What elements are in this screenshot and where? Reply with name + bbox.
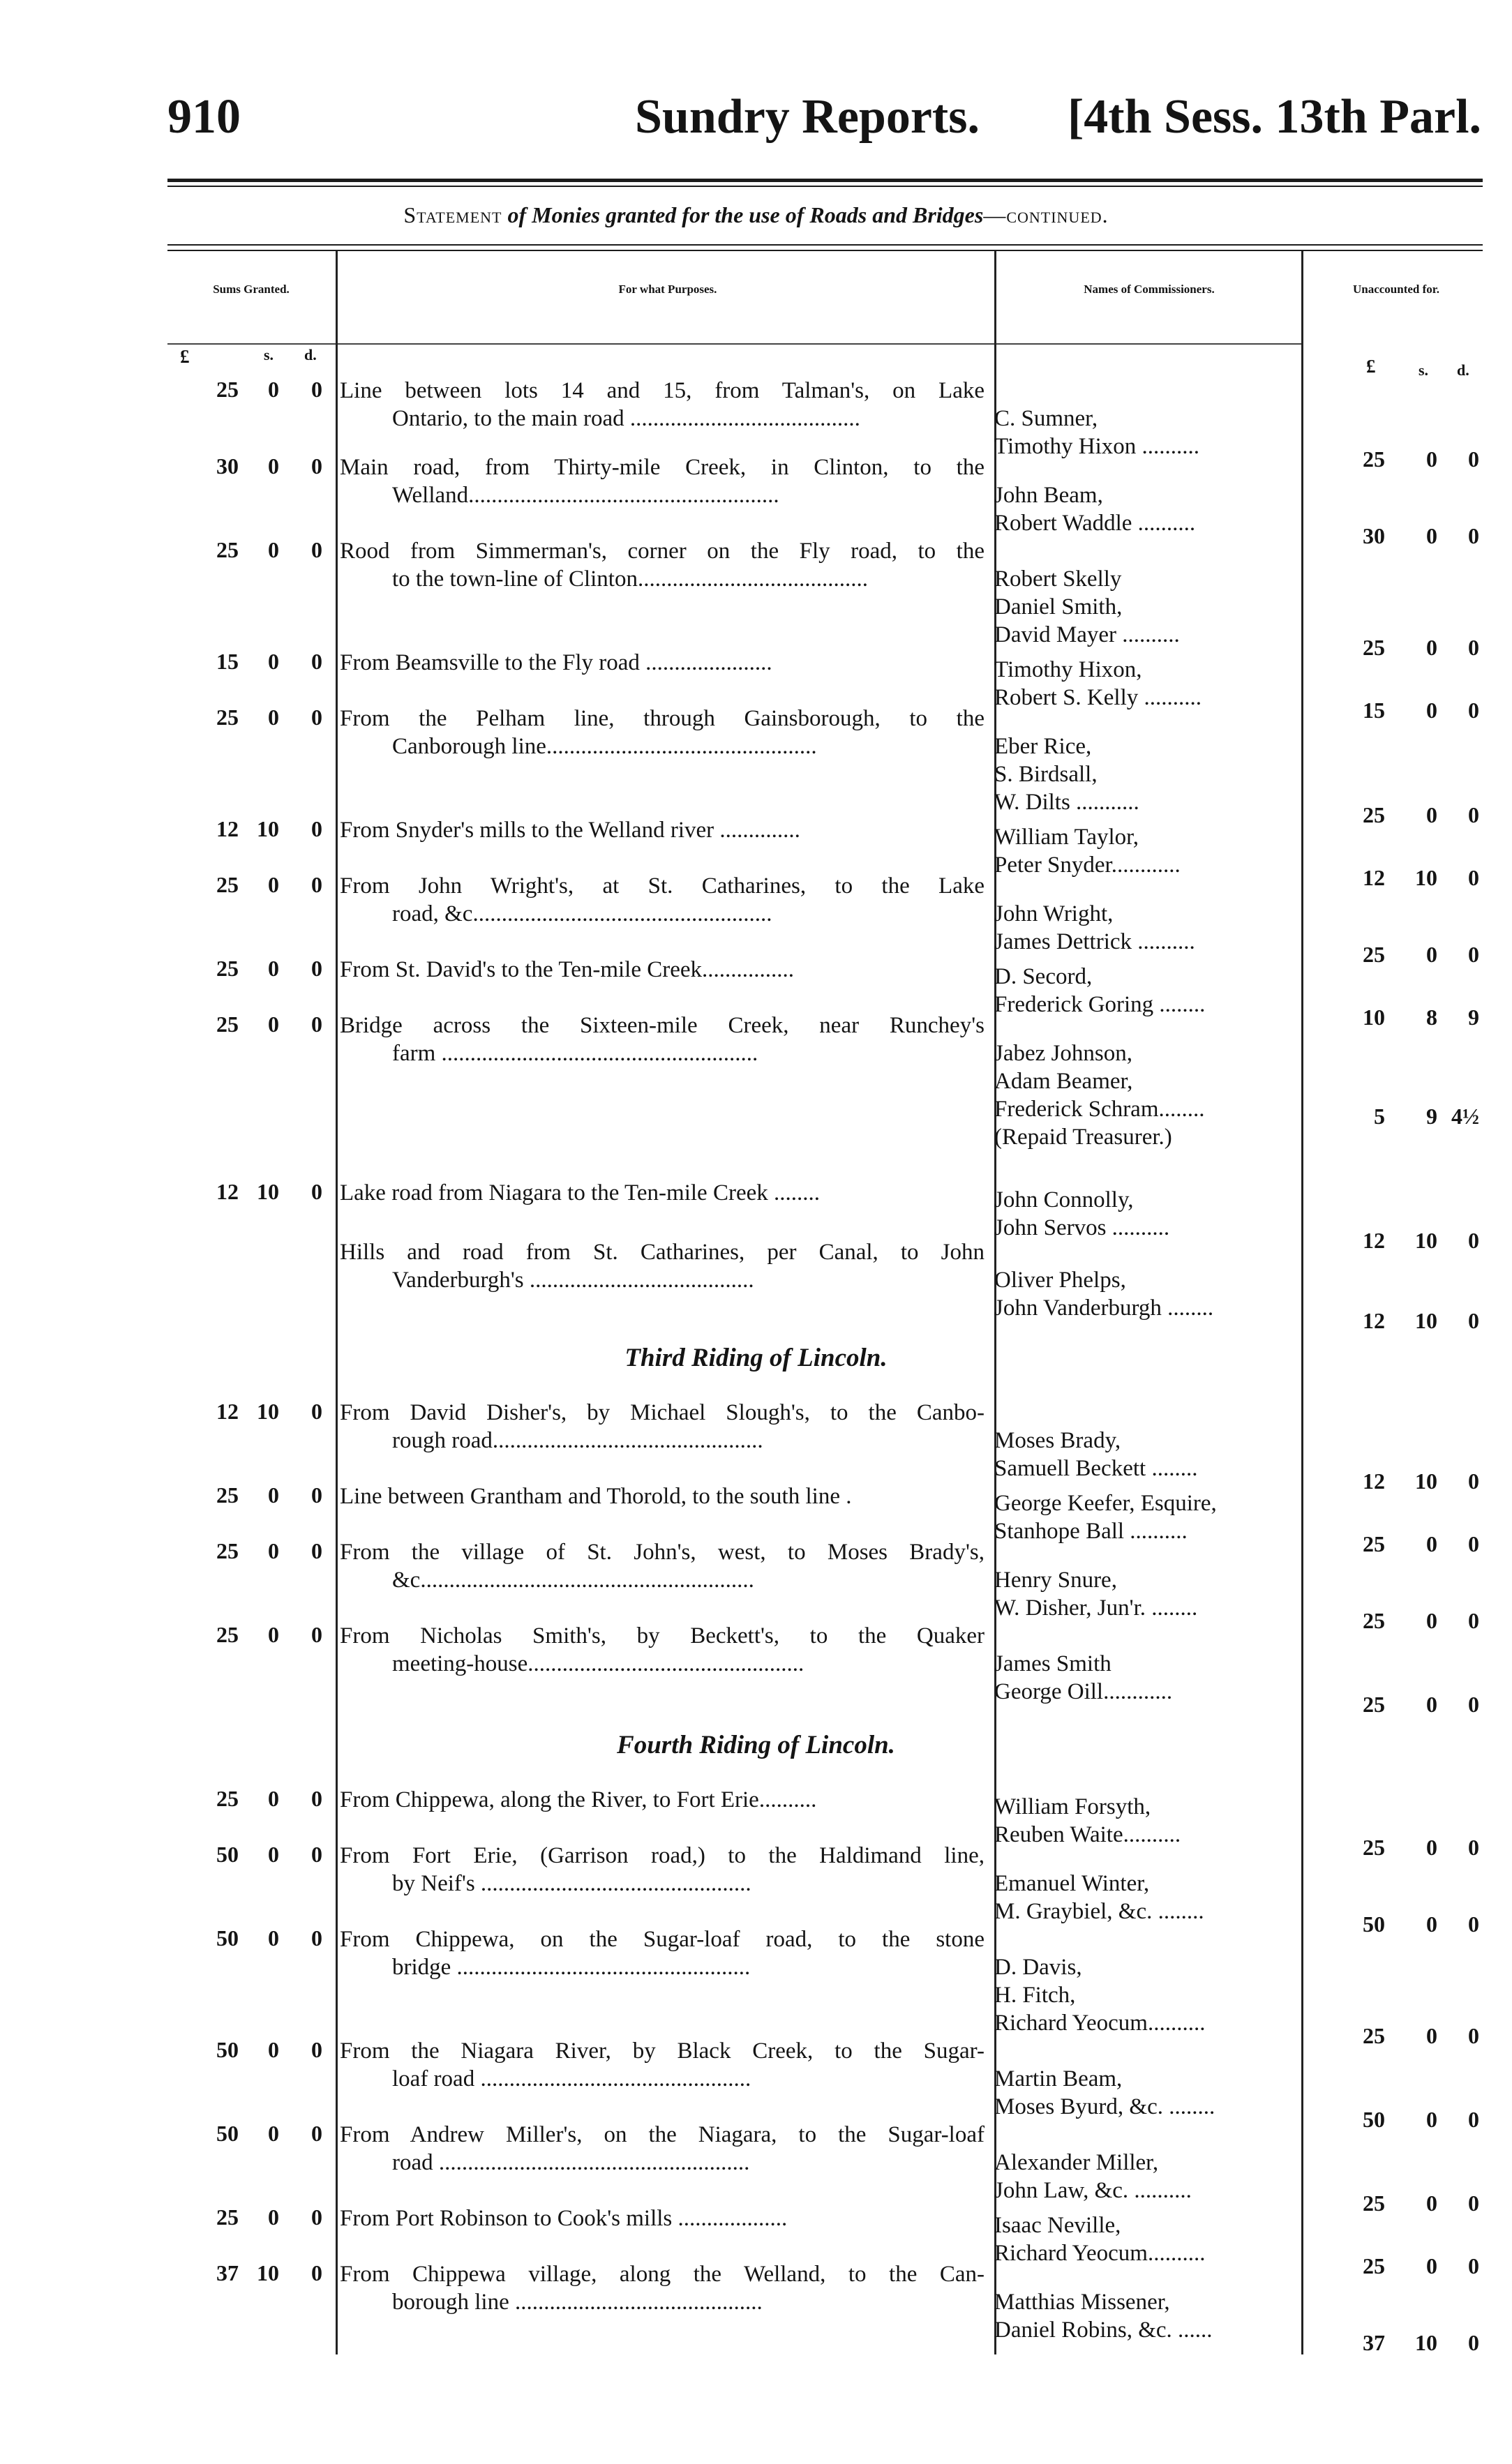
unaccounted-pence: 0 [1468, 1531, 1479, 1556]
commissioner-name: S. Birdsall, [994, 762, 1098, 787]
table-row [0, 1538, 1512, 1633]
unaccounted-shillings: 0 [1426, 1531, 1437, 1556]
purpose-line: Hills and road from St. Catharines, per Canal, to John [340, 1240, 985, 1265]
purpose-line: From Nicholas Smith's, by Beckett's, to the Quaker [340, 1623, 985, 1648]
purpose-line: Welland...................................................... [392, 483, 779, 508]
unaccounted-pounds: 37 [1363, 2330, 1385, 2355]
sum-shillings: 0 [268, 705, 279, 730]
commissioner-name: Adam Beamer, [994, 1069, 1133, 1094]
sum-shilling-label: s. [264, 346, 274, 363]
sum-pence: 0 [311, 1012, 322, 1037]
unaccounted-pence: 0 [1468, 1308, 1479, 1333]
sum-pounds: 25 [216, 1012, 239, 1037]
sum-pounds: 12 [216, 1399, 239, 1424]
purpose-text [340, 2260, 985, 2316]
unaccounted-shillings: 10 [1415, 2330, 1437, 2355]
unaccounted-pence: 0 [1468, 1835, 1479, 1860]
purpose-text [340, 1179, 985, 1207]
sum-shillings: 10 [257, 816, 279, 841]
commissioner-name: Jabez Johnson, [994, 1041, 1132, 1066]
commissioner-name: William Taylor, [994, 825, 1139, 850]
unaccounted-pounds: 25 [1363, 1608, 1385, 1633]
sum-pence: 0 [311, 1482, 322, 1508]
unaccounted-pounds: 25 [1363, 942, 1385, 967]
commissioner-name: Moses Brady, [994, 1428, 1121, 1453]
unaccounted-pounds: 25 [1363, 1835, 1385, 1860]
commissioners [994, 2065, 1215, 2121]
sum-pounds: 37 [216, 2260, 239, 2285]
unaccounted-pounds: 25 [1363, 802, 1385, 827]
unaccounted-pence: 0 [1468, 865, 1479, 890]
commissioner-name: H. Fitch, [994, 1983, 1076, 2008]
purpose-text [340, 705, 985, 760]
table-row [0, 1925, 1512, 2048]
unaccounted-pence: 0 [1468, 1468, 1479, 1494]
sum-shillings: 0 [268, 649, 279, 674]
sum-shillings: 0 [268, 377, 279, 402]
purpose-text [340, 872, 985, 928]
unaccounted-shillings: 0 [1426, 2253, 1437, 2278]
unaccounted-pence: 0 [1468, 1608, 1479, 1633]
purpose-line: From Snyder's mills to the Welland river .............. [340, 818, 800, 843]
commissioner-name: John Beam, [994, 483, 1103, 508]
unaccounted-pounds: 12 [1363, 1468, 1385, 1494]
purpose-line: From Andrew Miller's, on the Niagara, to the Sugar-loaf [340, 2122, 985, 2147]
col-header-commissioners: Names of Commissioners. [1084, 283, 1215, 296]
unaccounted-pence: 9 [1468, 1005, 1479, 1030]
sum-shillings: 0 [268, 1925, 279, 1951]
unaccounted-shillings: 0 [1426, 1608, 1437, 1633]
sum-pence: 0 [311, 1925, 322, 1951]
riding-heading: Third Riding of Lincoln. [624, 1344, 888, 1372]
commissioner-name: John Law, &c. .......... [994, 2178, 1192, 2203]
commissioner-name: Reuben Waite.......... [994, 1822, 1181, 1847]
unaccounted-pounds: 12 [1363, 1228, 1385, 1253]
unaccounted-pounds: 25 [1363, 446, 1385, 472]
unaccounted-shillings: 9 [1426, 1104, 1437, 1129]
riding-heading: Fourth Riding of Lincoln. [617, 1731, 895, 1759]
purpose-line: From Chippewa, along the River, to Fort Erie.......... [340, 1787, 817, 1812]
commissioner-name: Daniel Robins, &c. ...... [994, 2317, 1213, 2343]
sum-pence: 0 [311, 1622, 322, 1647]
commissioner-name: Robert Skelly [994, 566, 1122, 592]
sum-pence: 0 [311, 872, 322, 897]
commissioner-name: Samuell Beckett ........ [994, 1456, 1198, 1481]
statement-heading [0, 202, 1512, 228]
purpose-line: to the town-line of Clinton........................................ [392, 566, 868, 592]
commissioner-name: D. Secord, [994, 964, 1093, 989]
commissioner-name: Peter Snyder............ [994, 852, 1181, 878]
sum-pounds: 25 [216, 537, 239, 562]
unaccounted-pounds: 25 [1363, 1531, 1385, 1556]
purpose-text [340, 1622, 985, 1678]
purpose-line: Line between lots 14 and 15, from Talman's, on Lake [340, 378, 985, 403]
sum-pence: 0 [311, 537, 322, 562]
purpose-text [340, 1786, 985, 1814]
purpose-line: From the Niagara River, by Black Creek, to the Sugar- [340, 2038, 985, 2064]
sum-pence: 0 [311, 453, 322, 479]
unaccounted-pence: 0 [1468, 635, 1479, 660]
commissioner-name: W. Dilts ........... [994, 790, 1139, 815]
sum-pence: 0 [311, 2121, 322, 2146]
sum-pounds: 12 [216, 816, 239, 841]
statement-title: of Monies granted for the use of Roads and Bridges [507, 202, 984, 227]
purpose-text [340, 956, 985, 984]
statement-lead: Statement [403, 202, 502, 227]
sum-shillings: 10 [257, 1179, 279, 1204]
unaccounted-shillings: 0 [1426, 2023, 1437, 2048]
commissioner-name: Moses Byurd, &c. ........ [994, 2094, 1215, 2119]
commissioner-name: John Connolly, [994, 1187, 1134, 1212]
commissioner-name: George Oill............ [994, 1679, 1173, 1704]
sum-shillings: 0 [268, 1538, 279, 1563]
purpose-line: farm ....................................................... [392, 1041, 758, 1066]
sum-pounds: 50 [216, 2037, 239, 2062]
purpose-text [340, 1238, 985, 1294]
purpose-line: &c.......................................................... [392, 1568, 754, 1593]
table-row [0, 537, 1512, 660]
unaccounted-pence: 0 [1468, 1911, 1479, 1937]
commissioner-name: C. Sumner, [994, 406, 1098, 431]
sum-pence: 0 [311, 2037, 322, 2062]
commissioner-name: Timothy Hixon .......... [994, 434, 1200, 459]
sum-shillings: 0 [268, 1012, 279, 1037]
commissioner-name: Martin Beam, [994, 2066, 1123, 2091]
purpose-line: Ontario, to the main road ........................................ [392, 406, 860, 431]
unaccounted-pence: 0 [1468, 698, 1479, 723]
unaccounted-pounds: 25 [1363, 2023, 1385, 2048]
unaccounted-pence: 4½ [1451, 1104, 1479, 1129]
unaccounted-pence: 0 [1468, 523, 1479, 548]
unaccounted-pounds: 12 [1363, 865, 1385, 890]
purpose-line: loaf road ............................................... [392, 2066, 751, 2091]
sum-pounds: 25 [216, 705, 239, 730]
unaccounted-pounds: 15 [1363, 698, 1385, 723]
commissioner-name: Frederick Goring ........ [994, 992, 1206, 1017]
sum-pence: 0 [311, 1842, 322, 1867]
sum-pounds: 15 [216, 649, 239, 674]
sum-pence: 0 [311, 2204, 322, 2230]
commissioner-name: Matthias Missener, [994, 2290, 1170, 2315]
unaccounted-pence: 0 [1468, 2023, 1479, 2048]
sum-pence: 0 [311, 705, 322, 730]
unaccounted-shillings: 0 [1426, 523, 1437, 548]
column-divider-commissioners [1301, 251, 1303, 2354]
sum-shillings: 0 [268, 2121, 279, 2146]
sum-pounds: 12 [216, 1179, 239, 1204]
sum-shillings: 0 [268, 1786, 279, 1811]
unaccounted-shillings: 0 [1426, 802, 1437, 827]
sum-pence: 0 [311, 816, 322, 841]
sum-pence: 0 [311, 1179, 322, 1204]
sum-shillings: 0 [268, 2037, 279, 2062]
sum-pence-label: d. [304, 346, 317, 363]
header-rule-bottom [167, 186, 1483, 187]
purpose-line: Bridge across the Sixteen-mile Creek, near Runchey's [340, 1013, 985, 1038]
commissioner-name: Robert S. Kelly .......... [994, 685, 1202, 710]
commissioners [994, 733, 1139, 816]
unacc-pound-label: £ [1366, 356, 1376, 377]
unaccounted-pounds: 25 [1363, 2253, 1385, 2278]
purpose-text [340, 377, 985, 433]
commissioners [994, 405, 1199, 460]
commissioners [994, 1566, 1197, 1622]
commissioners [994, 1953, 1205, 2037]
unacc-pence-label: d. [1457, 361, 1469, 379]
purpose-line: Vanderburgh's ....................................... [392, 1268, 754, 1293]
purpose-text [340, 1482, 985, 1510]
unaccounted-pounds: 25 [1363, 635, 1385, 660]
unaccounted-pounds: 25 [1363, 2191, 1385, 2216]
commissioner-name: Richard Yeocum.......... [994, 2011, 1206, 2036]
sum-pounds: 50 [216, 1925, 239, 1951]
commissioner-name: James Smith [994, 1651, 1111, 1676]
sum-shillings: 0 [268, 537, 279, 562]
commissioner-name: Timothy Hixon, [994, 657, 1142, 682]
commissioner-name: William Forsyth, [994, 1794, 1151, 1819]
unaccounted-shillings: 0 [1426, 698, 1437, 723]
purpose-line: by Neif's ............................................... [392, 1871, 751, 1896]
commissioners [994, 1186, 1169, 1242]
unaccounted-pence: 0 [1468, 2330, 1479, 2355]
col-header-sums-granted: Sums Granted. [213, 283, 290, 296]
sum-shillings: 10 [257, 2260, 279, 2285]
unaccounted-pounds: 12 [1363, 1308, 1385, 1333]
unaccounted-pence: 0 [1468, 446, 1479, 472]
unaccounted-pence: 0 [1468, 802, 1479, 827]
sum-pound-label: £ [180, 346, 190, 367]
header-rule-top [167, 179, 1483, 182]
sum-pounds: 50 [216, 1842, 239, 1867]
purpose-line: From David Disher's, by Michael Slough's, to the Canbo- [340, 1400, 985, 1425]
commissioner-name: Oliver Phelps, [994, 1268, 1126, 1293]
purpose-text [340, 1842, 985, 1898]
commissioner-name: Henry Snure, [994, 1568, 1117, 1593]
unaccounted-shillings: 0 [1426, 1911, 1437, 1937]
sum-pence: 0 [311, 1538, 322, 1563]
unaccounted-shillings: 0 [1426, 942, 1437, 967]
commissioner-name: Richard Yeocum.......... [994, 2241, 1206, 2266]
purpose-text [340, 2204, 985, 2232]
sum-shillings: 0 [268, 2204, 279, 2230]
sum-shillings: 0 [268, 872, 279, 897]
purpose-text [340, 2121, 985, 2177]
col-header-underline [167, 343, 1303, 345]
sum-shillings: 10 [257, 1399, 279, 1424]
purpose-line: Main road, from Thirty-mile Creek, in Clinton, to the [340, 455, 985, 480]
statement-suffix: —continued. [983, 202, 1109, 227]
commissioner-name: Eber Rice, [994, 734, 1092, 759]
unaccounted-shillings: 0 [1426, 635, 1437, 660]
purpose-line: From Chippewa, on the Sugar-loaf road, to the stone [340, 1927, 985, 1952]
sum-shillings: 0 [268, 956, 279, 981]
sum-pounds: 30 [216, 453, 239, 479]
commissioner-name: Stanhope Ball .......... [994, 1519, 1188, 1544]
commissioner-name: David Mayer .......... [994, 622, 1180, 647]
sum-pence: 0 [311, 2260, 322, 2285]
purpose-text [340, 649, 985, 677]
unaccounted-shillings: 8 [1426, 1005, 1437, 1030]
col-header-purposes: For what Purposes. [618, 283, 717, 296]
sum-shillings: 0 [268, 1622, 279, 1647]
sum-pence: 0 [311, 956, 322, 981]
purpose-line: Canborough line............................................... [392, 734, 817, 759]
sum-pence: 0 [311, 377, 322, 402]
purpose-text [340, 1012, 985, 1067]
unacc-shilling-label: s. [1419, 361, 1429, 379]
commissioner-name: John Servos .......... [994, 1215, 1170, 1240]
commissioners [994, 565, 1180, 649]
unaccounted-shillings: 10 [1415, 1308, 1437, 1333]
commissioner-name: Robert Waddle .......... [994, 511, 1196, 536]
commissioners [994, 1039, 1205, 1151]
unaccounted-shillings: 0 [1426, 2107, 1437, 2132]
purpose-line: From John Wright's, at St. Catharines, to the Lake [340, 873, 985, 899]
sum-shillings: 0 [268, 453, 279, 479]
commissioner-name: Emanuel Winter, [994, 1871, 1150, 1896]
purpose-line: road ...................................................... [392, 2150, 750, 2175]
purpose-line: Line between Grantham and Thorold, to the south line . [340, 1484, 852, 1509]
purpose-line: From the Pelham line, through Gainsborough, to the [340, 706, 985, 731]
commissioner-name: W. Disher, Jun'r. ........ [994, 1595, 1198, 1621]
purpose-line: From Port Robinson to Cook's mills ................... [340, 2206, 788, 2231]
sum-pounds: 25 [216, 1622, 239, 1647]
commissioner-name: Frederick Schram........ [994, 1097, 1205, 1122]
sum-shillings: 0 [268, 1842, 279, 1867]
purpose-line: Rood from Simmerman's, corner on the Fly road, to the [340, 539, 985, 564]
commissioners [994, 1650, 1172, 1706]
purpose-line: borough line ........................................... [392, 2290, 763, 2315]
sum-shillings: 0 [268, 1482, 279, 1508]
sum-pence: 0 [311, 649, 322, 674]
table-row [0, 2037, 1512, 2132]
commissioner-name: (Repaid Treasurer.) [994, 1125, 1172, 1150]
purpose-text [340, 453, 985, 509]
unaccounted-shillings: 10 [1415, 1228, 1437, 1253]
unaccounted-shillings: 10 [1415, 1468, 1437, 1494]
commissioner-name: Isaac Neville, [994, 2213, 1121, 2238]
commissioners [994, 900, 1195, 956]
sum-pounds: 25 [216, 2204, 239, 2230]
purpose-text [340, 816, 985, 844]
commissioners [994, 1793, 1181, 1849]
purpose-line: meeting-house................................................ [392, 1651, 804, 1676]
commissioner-name: George Keefer, Esquire, [994, 1491, 1217, 1516]
commissioners [994, 1489, 1217, 1545]
purpose-text [340, 1925, 985, 1981]
table-head-rule-top [167, 244, 1483, 246]
sum-pounds: 25 [216, 1538, 239, 1563]
commissioners [994, 481, 1195, 537]
purpose-text [340, 1399, 985, 1455]
commissioner-name: John Vanderburgh ........ [994, 1295, 1214, 1321]
commissioner-name: M. Graybiel, &c. ........ [994, 1899, 1204, 1924]
unaccounted-shillings: 0 [1426, 2191, 1437, 2216]
purpose-line: From Beamsville to the Fly road ...................... [340, 650, 772, 675]
running-title: Sundry Reports. [635, 90, 980, 144]
commissioners [994, 2149, 1192, 2204]
sum-pounds: 25 [216, 872, 239, 897]
table-row [0, 1238, 1512, 1333]
sum-pence: 0 [311, 1399, 322, 1424]
unaccounted-pounds: 30 [1363, 523, 1385, 548]
commissioners [994, 1870, 1204, 1925]
commissioners [994, 656, 1202, 712]
purpose-line: From the village of St. John's, west, to Moses Brady's, [340, 1540, 985, 1565]
unaccounted-pounds: 10 [1363, 1005, 1385, 1030]
purpose-line: From Fort Erie, (Garrison road,) to the Haldimand line, [340, 1843, 985, 1868]
table-row [0, 1622, 1512, 1717]
commissioner-name: James Dettrick .......... [994, 929, 1195, 954]
unaccounted-pence: 0 [1468, 1692, 1479, 1717]
sum-pounds: 25 [216, 377, 239, 402]
col-header-unaccounted: Unaccounted for. [1352, 283, 1440, 296]
unaccounted-shillings: 0 [1426, 1692, 1437, 1717]
commissioners [994, 1427, 1197, 1482]
sum-pounds: 50 [216, 2121, 239, 2146]
commissioners [994, 2211, 1205, 2267]
unaccounted-pounds: 50 [1363, 2107, 1385, 2132]
purpose-line: Lake road from Niagara to the Ten-mile Creek ........ [340, 1180, 820, 1205]
unaccounted-pounds: 50 [1363, 1911, 1385, 1937]
unaccounted-pence: 0 [1468, 1228, 1479, 1253]
column-divider-sums [336, 251, 338, 2354]
commissioners [994, 963, 1205, 1019]
unaccounted-pence: 0 [1468, 942, 1479, 967]
purpose-text [340, 537, 985, 593]
table-head-rule-second [167, 250, 1483, 251]
purpose-line: road, &c.................................................... [392, 901, 772, 926]
unaccounted-shillings: 10 [1415, 865, 1437, 890]
commissioners [994, 2288, 1213, 2344]
page-number: 910 [167, 90, 241, 144]
purpose-line: bridge ................................................... [392, 1955, 751, 1980]
commissioners [994, 823, 1181, 879]
sum-pence: 0 [311, 1786, 322, 1811]
unaccounted-pounds: 5 [1374, 1104, 1385, 1129]
sum-pounds: 25 [216, 1482, 239, 1508]
purpose-line: From St. David's to the Ten-mile Creek................ [340, 957, 795, 982]
commissioner-name: Alexander Miller, [994, 2150, 1159, 2175]
unaccounted-shillings: 0 [1426, 1835, 1437, 1860]
purpose-line: From Chippewa village, along the Welland, to the Can- [340, 2262, 985, 2287]
unaccounted-pence: 0 [1468, 2191, 1479, 2216]
sum-pounds: 25 [216, 956, 239, 981]
commissioners [994, 1266, 1213, 1322]
unaccounted-pounds: 25 [1363, 1692, 1385, 1717]
purpose-text [340, 1538, 985, 1594]
unaccounted-pence: 0 [1468, 2253, 1479, 2278]
commissioner-name: D. Davis, [994, 1955, 1082, 1980]
unaccounted-pence: 0 [1468, 2107, 1479, 2132]
commissioner-name: Daniel Smith, [994, 594, 1123, 619]
sum-pounds: 25 [216, 1786, 239, 1811]
unaccounted-shillings: 0 [1426, 446, 1437, 472]
purpose-text [340, 2037, 985, 2093]
purpose-line: rough road............................................... [392, 1428, 763, 1453]
session-label: [4th Sess. 13th Parl. [1068, 90, 1482, 144]
commissioner-name: John Wright, [994, 901, 1114, 926]
